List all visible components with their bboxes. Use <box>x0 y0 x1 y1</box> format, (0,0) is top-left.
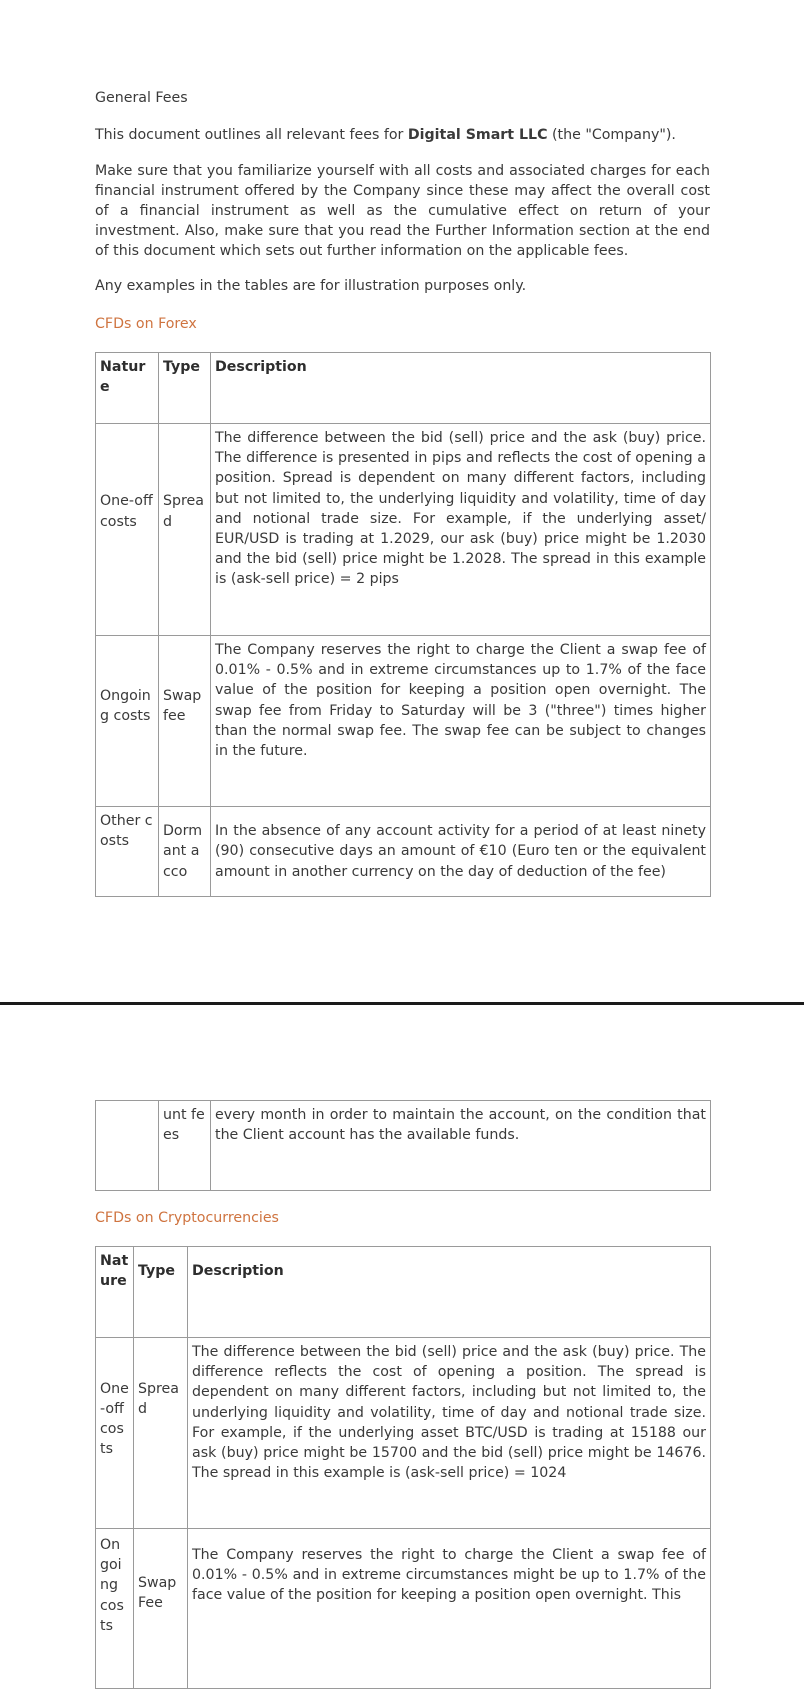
crypto-header-row <box>96 1247 711 1338</box>
row-nature: One-off costs <box>96 1338 134 1529</box>
header-nature: Nature <box>96 353 159 424</box>
row-type: Dormant acco <box>159 807 211 897</box>
page-2-content <box>95 1100 710 1689</box>
header-nature: Nature <box>96 1247 134 1338</box>
row-nature <box>96 1101 159 1191</box>
row-type: Spread <box>134 1338 188 1529</box>
header-description: Description <box>188 1247 711 1338</box>
forex-row-one-off <box>96 424 711 636</box>
crypto-row-ongoing <box>96 1529 711 1689</box>
row-type: unt fees <box>159 1101 211 1191</box>
forex-fees-table <box>95 352 711 897</box>
forex-row-other <box>96 807 711 897</box>
intro-suffix: (the "Company"). <box>547 127 676 143</box>
header-description: Description <box>211 353 711 424</box>
intro-prefix: This document outlines all relevant fees for <box>95 127 408 143</box>
row-description: The difference between the bid (sell) price and the ask (buy) price. The difference is presented in pips and reflects the cost of opening a position. Spread is dependent on many different factors, including but not limited to, the underlying liquidity and volatility, time of day and notional trade size. For example, if the underlying asset/ EUR/USD is trading at 1.2029, our ask (buy) price might be 1.2030 and the bid (sell) price might be 1.2028. The spread in this example is (ask-sell price) = 2 pips <box>211 424 711 636</box>
row-type: Swap Fee <box>134 1529 188 1689</box>
intro-paragraph <box>95 125 710 145</box>
row-nature: Ongoing costs <box>96 1529 134 1689</box>
forex-row-ongoing <box>96 636 711 807</box>
document-page-2 <box>0 1005 804 1634</box>
page-1-content <box>95 88 710 897</box>
crypto-row-one-off <box>96 1338 711 1529</box>
row-description: The Company reserves the right to charge the Client a swap fee of 0.01% - 0.5% and in extreme circumstances might be up to 1.7% of the face value of the position for keeping a position open overnight. This <box>188 1529 711 1689</box>
row-nature: Other costs <box>96 807 159 897</box>
document-title: General Fees <box>95 90 188 106</box>
examples-note: Any examples in the tables are for illustration purposes only. <box>95 278 527 294</box>
familiarize-paragraph: Make sure that you familiarize yourself with all costs and associated charges for each financial instrument offered by the Company since these may affect the overall cost of a financial instrument as well as the cumulative effect on return of your investment. Also, make sure that you read the Further Information section at the end of this document which sets out further information on the applicable fees. <box>95 163 710 259</box>
header-type: Type <box>134 1247 188 1338</box>
row-type: Swap fee <box>159 636 211 807</box>
forex-fees-table-continued <box>95 1100 711 1191</box>
row-nature: One-off costs <box>96 424 159 636</box>
crypto-fees-table <box>95 1246 711 1689</box>
header-type: Type <box>159 353 211 424</box>
crypto-heading: CFDs on Cryptocurrencies <box>95 1210 279 1226</box>
row-description: In the absence of any account activity for a period of at least ninety (90) consecutive days an amount of €10 (Euro ten or the equivalent amount in another currency on the day of deduction of the fee) <box>211 807 711 897</box>
row-nature: Ongoing costs <box>96 636 159 807</box>
forex-header-row <box>96 353 711 424</box>
row-type: Spread <box>159 424 211 636</box>
forex-row-other-continued <box>96 1101 711 1191</box>
row-description: The difference between the bid (sell) price and the ask (buy) price. The difference reflects the cost of opening a position. The spread is dependent on many different factors, including but not limited to, the underlying liquidity and volatility, time of day and notional trade size. For example, if the underlying asset BTC/USD is trading at 15188 our ask (buy) price might be 15700 and the bid (sell) price might be 14676. The spread in this example is (ask-sell price) = 1024 <box>188 1338 711 1529</box>
forex-heading: CFDs on Forex <box>95 316 197 332</box>
row-description: The Company reserves the right to charge the Client a swap fee of 0.01% - 0.5% and in extreme circumstances up to 1.7% of the face value of the position for keeping a position open overnight. The swap fee from Friday to Saturday will be 3 ("three") times higher than the normal swap fee. The swap fee can be subject to changes in the future. <box>211 636 711 807</box>
row-description: every month in order to maintain the account, on the condition that the Client account has the available funds. <box>211 1101 711 1191</box>
company-name: Digital Smart LLC <box>407 127 548 143</box>
